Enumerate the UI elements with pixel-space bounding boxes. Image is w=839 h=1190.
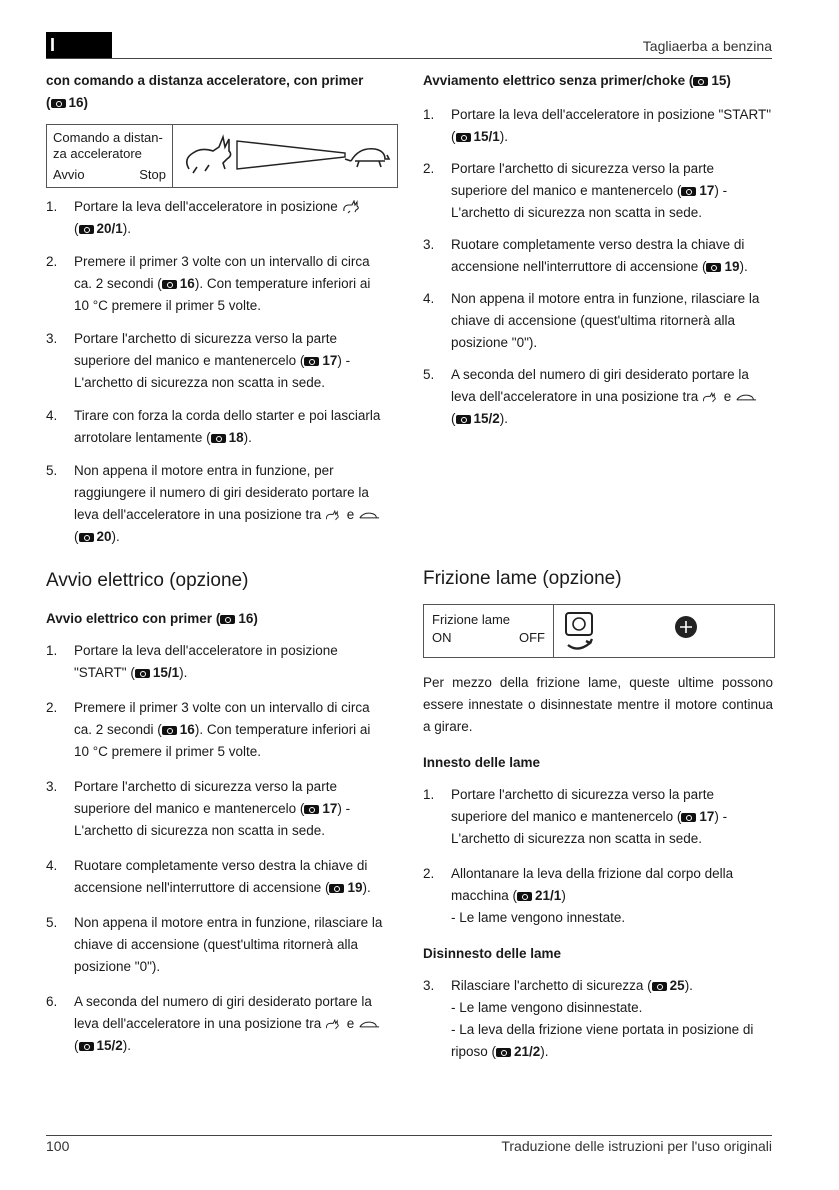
engage-steps <box>423 784 773 929</box>
book-icon <box>681 187 696 196</box>
step-text: Ruotare completamente verso destra la chiave di accensione nell'interruttore di accensione ( <box>74 858 368 895</box>
ref-badge <box>79 1038 123 1053</box>
book-icon <box>162 726 177 735</box>
section-title-blade-clutch: Frizione lame (opzione) <box>423 568 622 589</box>
step-number: 1. <box>423 787 435 802</box>
ref-badge <box>304 353 337 368</box>
step-text: Portare la leva dell'acceleratore in posizione <box>74 199 338 214</box>
ref-badge <box>456 129 500 144</box>
turtle-icon <box>358 510 380 522</box>
footer-note: Traduzione delle istruzioni per l'uso originali <box>501 1138 772 1154</box>
step-number: 1. <box>423 107 435 122</box>
step-text: Portare l'archetto di sicurezza verso la parte superiore del manico e mantenercelo ( <box>74 331 337 368</box>
book-icon <box>79 533 94 542</box>
ref-badge <box>220 611 253 626</box>
step-number: 3. <box>423 237 435 252</box>
step-suffix: . <box>127 221 132 236</box>
ref-badge <box>304 801 337 816</box>
ref-number: 19 <box>347 880 363 895</box>
step-number: 2. <box>46 700 58 715</box>
intro-heading-text: con comando a distanza acceleratore, con primer <box>46 73 364 88</box>
book-icon <box>135 669 150 678</box>
rabbit-icon <box>325 510 343 522</box>
ref-number: 15/2 <box>473 411 500 426</box>
ref-badge <box>79 529 112 544</box>
ref-number: 16 <box>179 276 195 291</box>
ref-badge <box>517 888 561 903</box>
right-heading: Avviamento elettrico senza primer/choke ( 15) <box>423 73 731 88</box>
list-item <box>46 640 386 684</box>
list-item <box>46 776 386 842</box>
step-number: 6. <box>46 994 58 1009</box>
section-title-electric-start: Avvio elettrico (opzione) <box>46 570 249 591</box>
step-text: ). <box>540 1044 549 1059</box>
throttle-wedge-icon <box>237 141 345 169</box>
ref-number: 16 <box>68 95 84 110</box>
book-icon <box>79 1042 94 1051</box>
step-text: Premere il primer 3 volte con un intervallo di circa ca. 2 secondi ( <box>74 700 370 737</box>
throttle-control-box <box>46 124 398 188</box>
ref-badge <box>681 183 714 198</box>
book-icon <box>456 133 471 142</box>
right-column <box>423 70 773 1074</box>
step-text: ). <box>684 978 693 993</box>
step-text: ). Con temperature inferiori ai 10 °C premere il primer 5 volte. <box>74 276 371 313</box>
book-icon <box>456 415 471 424</box>
step-number: 4. <box>46 858 58 873</box>
turtle-icon <box>735 392 757 404</box>
step-text: Portare l'archetto di sicurezza verso la parte superiore del manico e mantenercelo ( <box>451 787 714 824</box>
ref-number: 20/1 <box>96 221 123 236</box>
footer-divider <box>46 1135 772 1136</box>
list-item <box>423 784 773 850</box>
ref-number: 21/1 <box>535 888 562 903</box>
step-text: - Le lame vengono disinnestate. <box>451 1000 643 1015</box>
ref-number: 18 <box>228 430 244 445</box>
book-icon <box>329 884 344 893</box>
list-item <box>46 328 386 394</box>
clutch-graphic <box>562 611 762 653</box>
list-item: 5. Non appena il motore entra in funzione, per raggiungere il numero di giri desiderato portare la leva dell'acceleratore in una posizione tra e ( 20). <box>46 460 386 548</box>
left-column <box>46 70 386 1068</box>
step-text: ) <box>561 888 566 903</box>
ref-badge <box>706 259 739 274</box>
step-text: ). Con temperature inferiori ai 10 °C premere il primer 5 volte. <box>74 722 371 759</box>
step-number: 5. <box>46 463 58 478</box>
page-number: 100 <box>46 1138 70 1154</box>
header-title: Tagliaerba a benzina <box>642 38 772 54</box>
step-text: ). <box>243 430 252 445</box>
step-text: A seconda del numero di giri desiderato portare la leva dell'acceleratore in una posizione tra <box>74 994 372 1031</box>
list-item <box>423 975 773 1063</box>
intro-heading: con comando a distanza acceleratore, con primer ( 16) <box>46 73 364 110</box>
rabbit-icon <box>342 200 364 214</box>
step-number: 4. <box>46 408 58 423</box>
ref-number: 15 <box>711 73 727 88</box>
disengage-steps <box>423 975 773 1063</box>
rabbit-icon <box>325 1019 343 1031</box>
list-item <box>46 251 386 317</box>
list-item <box>423 234 773 278</box>
ref-badge <box>162 276 195 291</box>
step-number: 3. <box>423 978 435 993</box>
step-text: Premere il primer 3 volte con un intervallo di circa ca. 2 secondi ( <box>74 254 370 291</box>
book-icon <box>51 99 66 108</box>
sub-heading-text: Avvio elettrico con primer <box>46 611 213 626</box>
ref-badge <box>456 411 500 426</box>
clutch-paragraph: Per mezzo della frizione lame, queste ultime possono essere innestate o disinnestate mentre il motore continua a girare. <box>423 675 773 734</box>
step-text: ). <box>362 880 371 895</box>
book-icon <box>706 263 721 272</box>
step-number: 3. <box>46 331 58 346</box>
sub-heading-electric-primer: Avvio elettrico con primer ( 16) <box>46 611 258 626</box>
throttle-stop-label: Stop <box>139 167 166 182</box>
step-suffix: . <box>116 529 120 544</box>
step-number: 5. <box>423 367 435 382</box>
list-item <box>423 863 773 929</box>
step-number: 4. <box>423 291 435 306</box>
throttle-graphic <box>179 129 391 181</box>
step-text: ). <box>179 665 188 680</box>
step-text: e <box>723 389 732 404</box>
step-text: Non appena il motore entra in funzione, rilasciare la chiave di accensione (quest'ultima ritornerà alla posizione "0"). <box>74 915 383 974</box>
throttle-start-label: Avvio <box>53 167 85 182</box>
list-item <box>46 405 386 449</box>
book-icon <box>517 892 532 901</box>
book-icon <box>496 1048 511 1057</box>
step-text: Portare l'archetto di sicurezza verso la parte superiore del manico e mantenercelo ( <box>74 779 337 816</box>
book-icon <box>304 805 319 814</box>
right-heading-text: Avviamento elettrico senza primer/choke <box>423 73 686 88</box>
blade-clutch-box <box>423 604 775 658</box>
ref-number: 20 <box>96 529 112 544</box>
electric-start-steps <box>46 640 386 1057</box>
ref-badge <box>211 430 244 445</box>
list-item: 5. A seconda del numero di giri desiderato portare la leva dell'acceleratore in una posizione tra e ( 15/2). <box>423 364 773 430</box>
book-icon <box>304 357 319 366</box>
turtle-icon <box>345 149 389 167</box>
rabbit-icon <box>187 137 231 173</box>
list-item <box>46 697 386 763</box>
step-text: Rilasciare l'archetto di sicurezza ( <box>451 978 652 993</box>
step-text: ). <box>739 259 748 274</box>
ref-badge <box>652 978 685 993</box>
step-text: Non appena il motore entra in funzione, rilasciare la chiave di accensione (quest'ultima ritornerà alla posizione "0"). <box>451 291 760 350</box>
turtle-icon <box>358 1019 380 1031</box>
ref-badge <box>51 95 84 110</box>
step-text: ) - L'archetto di sicurezza non scatta in sede. <box>451 183 728 220</box>
list-item: 1. Portare la leva dell'acceleratore in posizione ( 20/1). <box>46 196 386 240</box>
step-number: 2. <box>46 254 58 269</box>
ref-number: 17 <box>322 353 338 368</box>
step-text: ). <box>499 129 509 144</box>
blade-disengaged-icon <box>675 616 697 638</box>
list-item: 6. A seconda del numero di giri desiderato portare la leva dell'acceleratore in una posizione tra e ( 15/2). <box>46 991 386 1057</box>
blade-engaged-icon <box>566 613 592 649</box>
step-text: ) - L'archetto di sicurezza non scatta in sede. <box>451 809 728 846</box>
ref-badge <box>79 221 123 236</box>
book-icon <box>652 982 667 991</box>
step-text: ) - L'archetto di sicurezza non scatta in sede. <box>74 801 351 838</box>
book-icon <box>211 434 226 443</box>
step-text: Portare la leva dell'acceleratore in posizione "START" ( <box>74 643 338 680</box>
ref-badge <box>329 880 362 895</box>
ref-badge <box>496 1044 540 1059</box>
clutch-label: Frizione lame <box>432 612 511 627</box>
step-number: 5. <box>46 915 58 930</box>
step-text: ) - L'archetto di sicurezza non scatta in sede. <box>74 353 351 390</box>
language-tab: I <box>46 32 112 58</box>
ref-number: 15/1 <box>473 129 500 144</box>
step-text: e <box>346 507 355 522</box>
step-text: Ruotare completamente verso destra la chiave di accensione nell'interruttore di accensione ( <box>451 237 745 274</box>
step-number: 3. <box>46 779 58 794</box>
ref-badge <box>135 665 179 680</box>
step-text: - Le lame vengono innestate. <box>451 910 626 925</box>
book-icon <box>220 615 235 624</box>
ref-number: 17 <box>322 801 338 816</box>
step-text: Non appena il motore entra in funzione, per raggiungere il numero di giri desiderato portare la leva dell'acceleratore in una posizione tra <box>74 463 369 522</box>
ref-number: 25 <box>669 978 685 993</box>
clutch-off-label: OFF <box>519 630 545 645</box>
book-icon <box>79 225 94 234</box>
list-item <box>423 288 773 354</box>
list-item <box>423 104 773 148</box>
header-divider <box>46 58 772 59</box>
step-text: Portare la leva dell'acceleratore in posizione "START" ( <box>451 107 772 144</box>
choke-start-steps <box>46 196 386 548</box>
step-number: 2. <box>423 161 435 176</box>
disengage-heading: Disinnesto delle lame <box>423 946 562 961</box>
throttle-label-line2: za acceleratore <box>53 146 142 161</box>
ref-number: 19 <box>724 259 740 274</box>
ref-number: 15/1 <box>152 665 180 680</box>
clutch-on-label: ON <box>432 630 452 645</box>
step-text: Tirare con forza la corda dello starter e poi lasciarla arrotolare lentamente ( <box>74 408 381 445</box>
step-suffix: . <box>127 1038 132 1053</box>
step-text: Portare l'archetto di sicurezza verso la parte superiore del manico e mantenercelo ( <box>451 161 714 198</box>
ref-number: 16 <box>238 611 254 626</box>
ref-badge <box>681 809 714 824</box>
ref-number: 17 <box>699 809 715 824</box>
ref-number: 15/2 <box>96 1038 123 1053</box>
clutch-label-cell <box>424 605 554 657</box>
step-number: 2. <box>423 866 435 881</box>
step-text: - La leva della frizione viene portata in posizione di riposo ( <box>451 1022 754 1059</box>
throttle-label-line1: Comando a distan- <box>53 130 163 145</box>
step-text: Allontanare la leva della frizione dal corpo della macchina ( <box>451 866 734 903</box>
ref-number: 17 <box>699 183 715 198</box>
book-icon <box>681 813 696 822</box>
ref-badge <box>162 722 195 737</box>
throttle-label-cell <box>47 125 173 187</box>
step-number: 1. <box>46 643 58 658</box>
step-suffix: . <box>504 411 509 426</box>
step-text: e <box>346 1016 355 1031</box>
ref-number: 21/2 <box>514 1044 541 1059</box>
book-icon <box>162 280 177 289</box>
step-number: 1. <box>46 199 58 214</box>
ref-badge <box>693 73 726 88</box>
book-icon <box>693 77 708 86</box>
list-item <box>423 158 773 224</box>
electric-no-primer-steps <box>423 104 773 430</box>
rabbit-icon <box>702 392 720 404</box>
engage-heading: Innesto delle lame <box>423 755 541 770</box>
list-item <box>46 912 386 978</box>
list-item <box>46 855 386 899</box>
step-text: A seconda del numero di giri desiderato portare la leva dell'acceleratore in una posizione tra <box>451 367 749 404</box>
ref-number: 16 <box>179 722 195 737</box>
